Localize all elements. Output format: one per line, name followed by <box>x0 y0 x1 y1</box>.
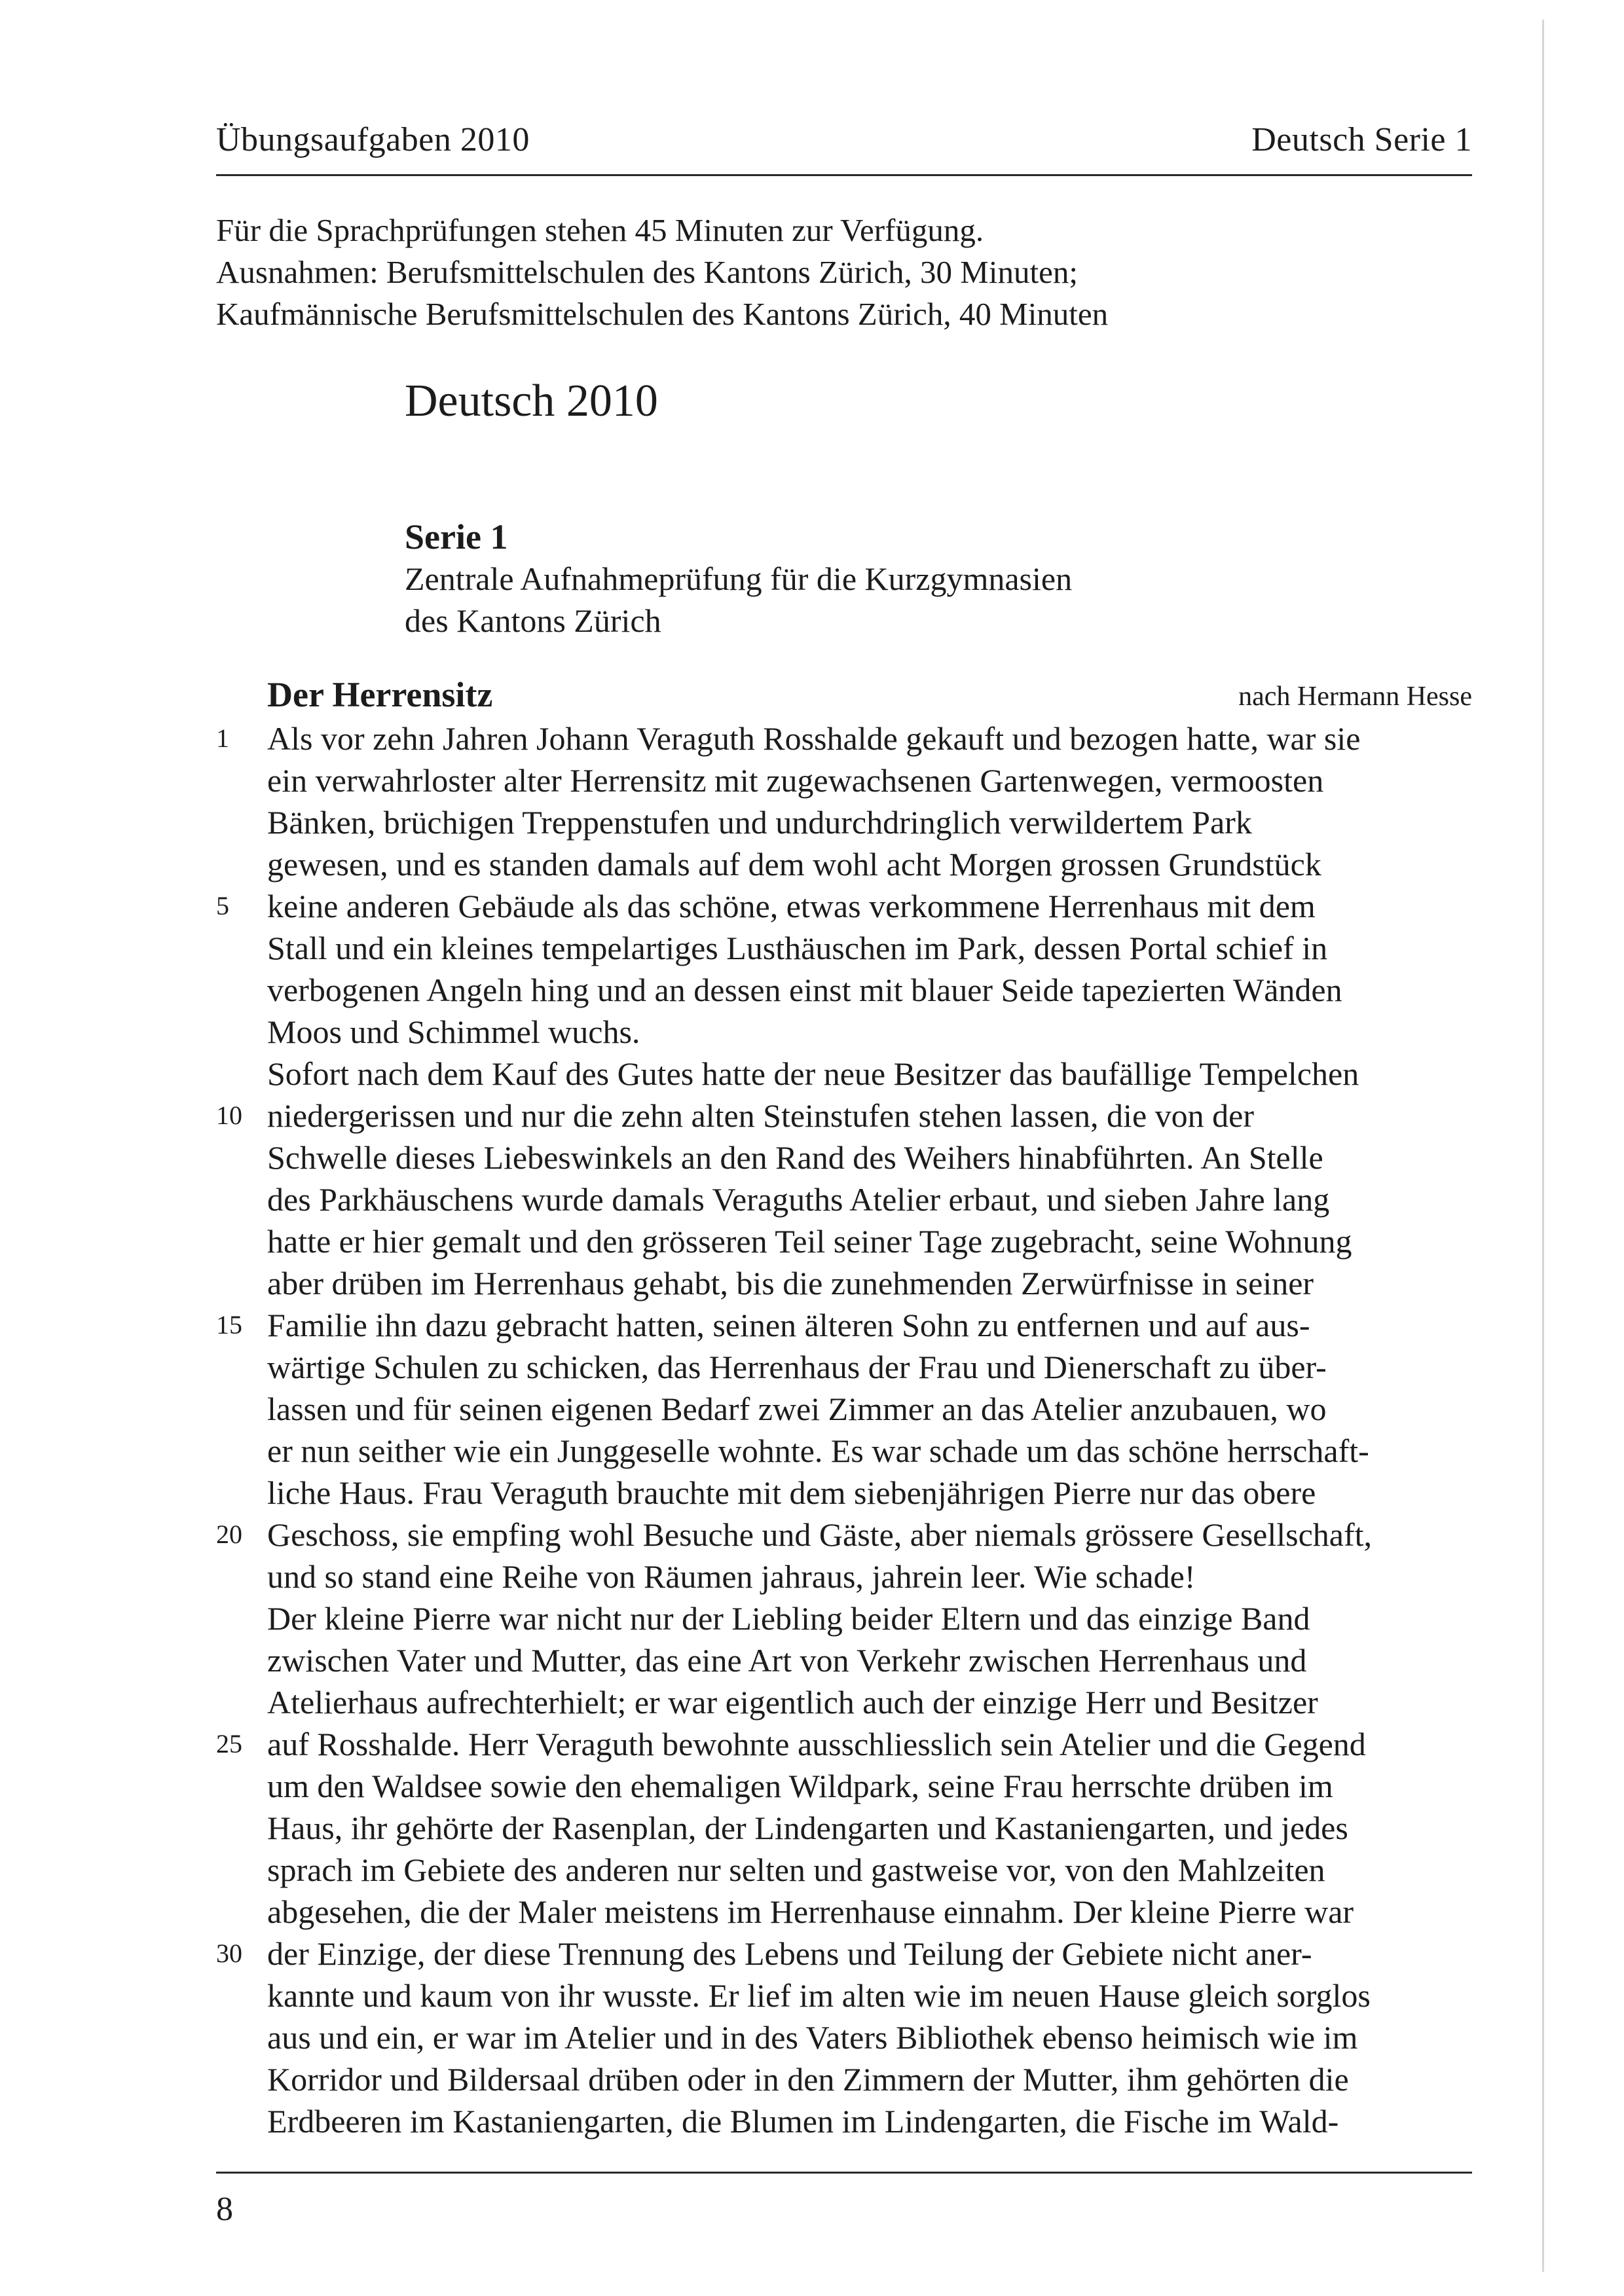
running-header <box>216 120 1472 173</box>
header-rule <box>216 174 1472 176</box>
story-attribution: nach Hermann Hesse <box>1238 682 1472 712</box>
line-text: Atelierhaus aufrechterhielt; er war eigentlich auch der einzige Herr und Besitzer <box>267 1684 1318 1721</box>
line-number: 10 <box>216 1101 242 1130</box>
footer-rule <box>216 2172 1472 2174</box>
text-line <box>0 718 1506 759</box>
text-line <box>0 843 1506 885</box>
line-text: liche Haus. Frau Veraguth brauchte mit dem siebenjährigen Pierre nur das obere <box>267 1474 1316 1511</box>
text-line <box>0 1639 1506 1681</box>
story-title: Der Herrensitz <box>267 675 493 714</box>
text-line <box>0 1053 1506 1095</box>
line-text: des Parkhäuschens wurde damals Veraguths Atelier erbaut, und sieben Jahre lang <box>267 1181 1330 1218</box>
text-line <box>0 1220 1506 1262</box>
line-text: ein verwahrloster alter Herrensitz mit zugewachsenen Gartenwegen, vermoosten <box>267 762 1324 799</box>
line-text: lassen und für seinen eigenen Bedarf zwei Zimmer an das Atelier anzubauen, wo <box>267 1391 1327 1427</box>
text-line <box>0 1262 1506 1304</box>
line-text: keine anderen Gebäude als das schöne, etwas verkommene Herrenhaus mit dem <box>267 888 1316 924</box>
line-text: Erdbeeren im Kastaniengarten, die Blumen im Lindengarten, die Fische im Wald- <box>267 2103 1339 2140</box>
line-number: 1 <box>216 723 229 753</box>
text-line <box>0 1304 1506 1346</box>
text-line <box>0 1514 1506 1556</box>
line-text: der Einzige, der diese Trennung des Lebens und Teilung der Gebiete nicht aner- <box>267 1935 1312 1972</box>
line-text: Geschoss, sie empfing wohl Besuche und Gäste, aber niemals grössere Gesellschaft, <box>267 1516 1373 1553</box>
line-text: sprach im Gebiete des anderen nur selten und gastweise vor, von den Mahlzeiten <box>267 1851 1325 1888</box>
line-text: Familie ihn dazu gebracht hatten, seinen älteren Sohn zu entfernen und auf aus- <box>267 1307 1310 1343</box>
text-line <box>0 1472 1506 1514</box>
text-line <box>0 1178 1506 1220</box>
line-text: Als vor zehn Jahren Johann Veraguth Rosshalde gekauft und bezogen hatte, war sie <box>267 720 1361 757</box>
line-text: hatte er hier gemalt und den grösseren Teil seiner Tage zugebracht, seine Wohnung <box>267 1223 1352 1260</box>
text-line <box>0 1011 1506 1053</box>
line-text: Moos und Schimmel wuchs. <box>267 1013 640 1050</box>
text-line <box>0 1430 1506 1472</box>
series-subtitle-line: des Kantons Zürich <box>405 602 661 639</box>
text-line <box>0 1597 1506 1639</box>
line-text: Schwelle dieses Liebeswinkels an den Rand des Weihers hinabführten. An Stelle <box>267 1139 1323 1176</box>
text-line <box>0 969 1506 1011</box>
line-text: abgesehen, die der Maler meistens im Herrenhause einnahm. Der kleine Pierre war <box>267 1893 1354 1930</box>
text-line <box>0 1849 1506 1891</box>
line-text: zwischen Vater und Mutter, das eine Art von Verkehr zwischen Herrenhaus und <box>267 1642 1307 1679</box>
line-text: verbogenen Angeln hing und an dessen einst mit blauer Seide tapezierten Wänden <box>267 972 1342 1008</box>
text-line <box>0 1137 1506 1178</box>
intro-line: Für die Sprachprüfungen stehen 45 Minuten zur Verfügung. <box>216 212 984 248</box>
scan-edge-divider <box>1542 20 1544 2272</box>
text-line <box>0 1095 1506 1137</box>
text-line <box>0 2100 1506 2142</box>
line-number: 20 <box>216 1520 242 1549</box>
series-title: Serie 1 <box>405 517 508 556</box>
text-line <box>0 759 1506 801</box>
line-text: Stall und ein kleines tempelartiges Lusthäuschen im Park, dessen Portal schief in <box>267 930 1328 966</box>
text-line <box>0 1933 1506 1975</box>
page-title: Deutsch 2010 <box>405 376 658 426</box>
text-line <box>0 1723 1506 1765</box>
line-text: Korridor und Bildersaal drüben oder in den Zimmern der Mutter, ihm gehörten die <box>267 2061 1349 2098</box>
line-text: aus und ein, er war im Atelier und in des Vaters Bibliothek ebenso heimisch wie im <box>267 2019 1358 2056</box>
line-number: 15 <box>216 1310 242 1339</box>
text-line <box>0 1388 1506 1430</box>
page-number: 8 <box>216 2191 233 2228</box>
line-number: 25 <box>216 1729 242 1758</box>
line-text: und so stand eine Reihe von Räumen jahraus, jahrein leer. Wie schade! <box>267 1558 1196 1595</box>
header-right: Deutsch Serie 1 <box>1251 121 1472 158</box>
text-line <box>0 927 1506 969</box>
line-text: auf Rosshalde. Herr Veraguth bewohnte ausschliesslich sein Atelier und die Gegend <box>267 1726 1366 1762</box>
line-text: um den Waldsee sowie den ehemaligen Wildpark, seine Frau herrschte drüben im <box>267 1768 1333 1804</box>
text-line <box>0 1975 1506 2016</box>
line-text: er nun seither wie ein Junggeselle wohnte. Es war schade um das schöne herrschaft- <box>267 1432 1369 1469</box>
line-text: Sofort nach dem Kauf des Gutes hatte der neue Besitzer das baufällige Tempelchen <box>267 1055 1359 1092</box>
text-line <box>0 1346 1506 1388</box>
text-line <box>0 2058 1506 2100</box>
text-line <box>0 1807 1506 1849</box>
text-line <box>0 1556 1506 1597</box>
intro-notice <box>216 210 1108 335</box>
text-line <box>0 2016 1506 2058</box>
text-line <box>0 885 1506 927</box>
line-text: aber drüben im Herrenhaus gehabt, bis die zunehmenden Zerwürfnisse in seiner <box>267 1265 1314 1302</box>
text-line <box>0 1891 1506 1933</box>
line-text: Der kleine Pierre war nicht nur der Liebling beider Eltern und das einzige Band <box>267 1600 1310 1637</box>
text-line <box>0 1681 1506 1723</box>
line-number: 5 <box>216 891 229 920</box>
line-text: niedergerissen und nur die zehn alten Steinstufen stehen lassen, die von der <box>267 1097 1254 1134</box>
line-text: gewesen, und es standen damals auf dem wohl acht Morgen grossen Grundstück <box>267 846 1321 883</box>
line-text: Haus, ihr gehörte der Rasenplan, der Lindengarten und Kastaniengarten, und jedes <box>267 1810 1348 1846</box>
line-text: Bänken, brüchigen Treppenstufen und undurchdringlich verwildertem Park <box>267 804 1252 841</box>
series-block <box>405 516 1072 642</box>
line-text: wärtige Schulen zu schicken, das Herrenhaus der Frau und Dienerschaft zu über- <box>267 1349 1327 1385</box>
intro-line: Ausnahmen: Berufsmittelschulen des Kantons Zürich, 30 Minuten; <box>216 254 1078 290</box>
intro-line: Kaufmännische Berufsmittelschulen des Kantons Zürich, 40 Minuten <box>216 296 1109 332</box>
header-left: Übungsaufgaben 2010 <box>216 121 530 158</box>
text-line <box>0 1765 1506 1807</box>
line-number: 30 <box>216 1939 242 1968</box>
series-subtitle-line: Zentrale Aufnahmeprüfung für die Kurzgymnasien <box>405 560 1073 597</box>
story-text <box>0 718 1506 2142</box>
text-line <box>0 801 1506 843</box>
line-text: kannte und kaum von ihr wusste. Er lief im alten wie im neuen Hause gleich sorglos <box>267 1977 1371 2014</box>
